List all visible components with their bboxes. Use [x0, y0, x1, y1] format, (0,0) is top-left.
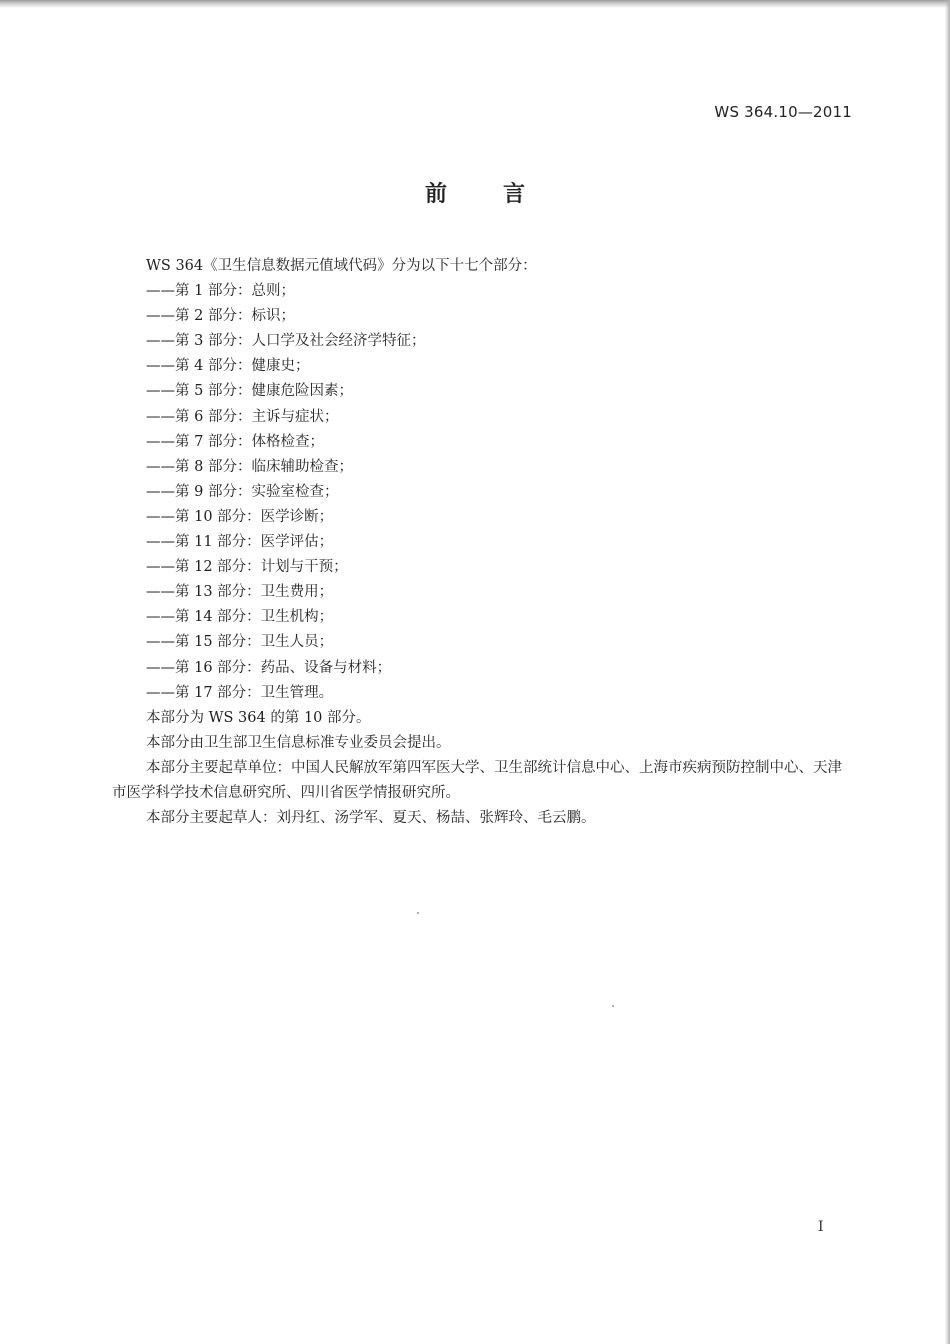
list-item: ——第 8 部分：临床辅助检查； [146, 458, 353, 475]
section-title: 前言 [424, 182, 581, 207]
list-item: ——第 10 部分：医学诊断； [146, 508, 334, 525]
drafters-paragraph: 本部分主要起草人：刘丹红、汤学军、夏天、杨喆、张辉玲、毛云鹏。 [146, 810, 596, 827]
scan-edge-top [0, 0, 950, 8]
scan-speck [612, 1005, 614, 1007]
list-item: ——第 5 部分：健康危险因素； [146, 383, 353, 400]
list-item: ——第 6 部分：主诉与症状； [146, 408, 339, 425]
list-item: ——第 13 部分：卫生费用； [146, 584, 334, 601]
list-item: ——第 7 部分：体格检查； [146, 433, 324, 450]
list-item: ——第 12 部分：计划与干预； [146, 559, 348, 576]
proposed-by-paragraph: 本部分由卫生部卫生信息标准专业委员会提出。 [146, 734, 451, 751]
list-item: ——第 11 部分：医学评估； [146, 534, 334, 551]
parts-list [112, 279, 852, 706]
intro-paragraph: WS 364《卫生信息数据元值域代码》分为以下十七个部分： [146, 258, 537, 274]
list-item: ——第 2 部分：标识； [146, 308, 295, 325]
list-item: ——第 4 部分：健康史； [146, 358, 310, 375]
list-item: ——第 17 部分：卫生管理。 [146, 684, 334, 701]
page-number: I [818, 1219, 824, 1235]
scan-speck [417, 912, 419, 914]
drafting-units-paragraph: 本部分主要起草单位：中国人民解放军第四军医大学、卫生部统计信息中心、上海市疾病预防控制中心、天津市医学科学技术信息研究所、四川省医学情报研究所。 [112, 759, 842, 801]
list-item: ——第 14 部分：卫生机构； [146, 609, 334, 626]
list-item: ——第 3 部分：人口学及社会经济学特征； [146, 333, 426, 350]
list-item: ——第 9 部分：实验室检查； [146, 483, 339, 500]
list-item: ——第 15 部分：卫生人员； [146, 634, 334, 651]
part-of-paragraph: 本部分为 WS 364 的第 10 部分。 [146, 709, 371, 726]
document-code: WS 364.10—2011 [714, 103, 852, 121]
document-body [112, 254, 852, 831]
list-item: ——第 1 部分：总则； [146, 283, 295, 300]
list-item: ——第 16 部分：药品、设备与材料； [146, 659, 392, 676]
